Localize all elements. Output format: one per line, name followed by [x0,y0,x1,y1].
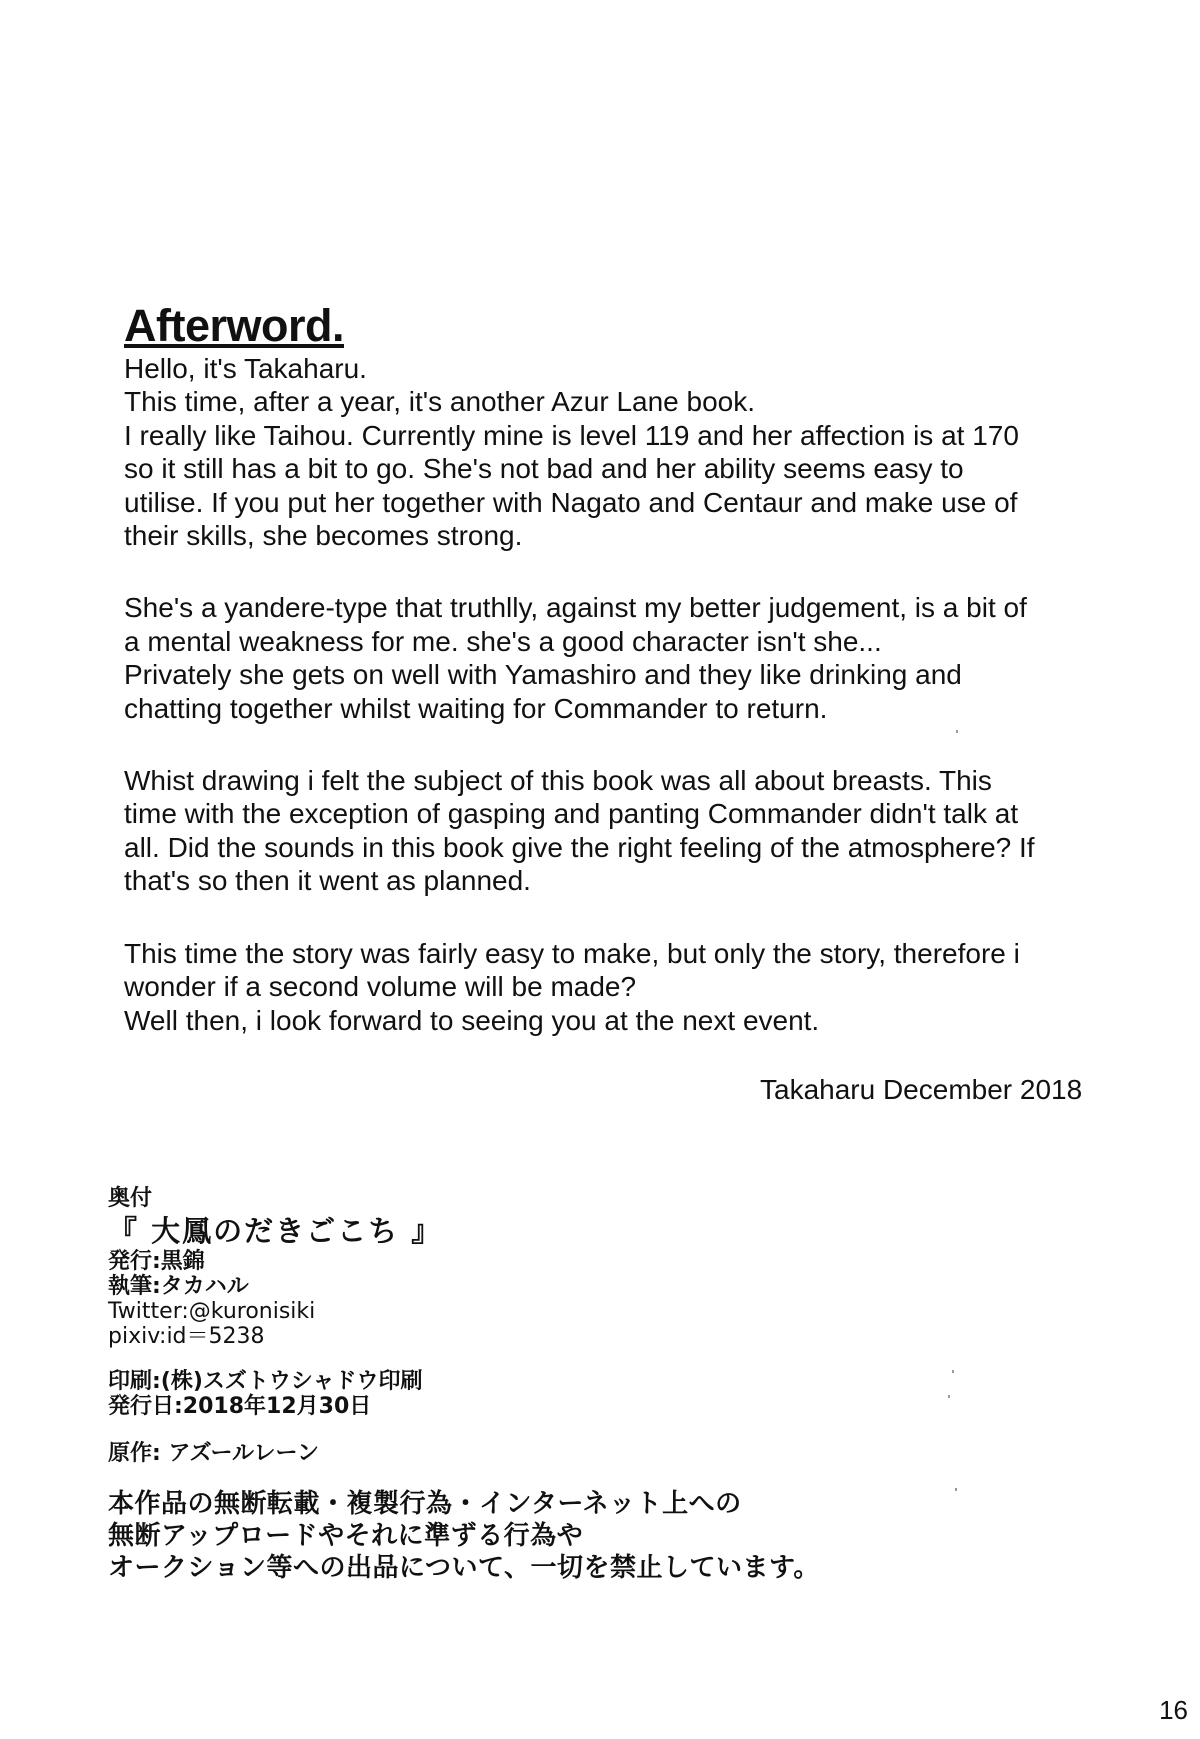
printer: 印刷:(株)スズトウシャドウ印刷 [108,1369,423,1394]
afterword-signature: Takaharu December 2018 [760,1074,1083,1105]
scan-speck [955,1488,957,1491]
text-line: a mental weakness for me. she's a good character isn't she... [124,625,882,657]
afterword-paragraph-3 [124,764,1104,898]
copyright-notice [108,1488,820,1584]
pixiv-id: pixiv:id＝5238 [108,1324,265,1349]
author: 執筆:タカハル [108,1274,249,1299]
text-line: so it still has a bit to go. She's not bad and her ability seems easy to [124,453,964,485]
book-title: 『 大鳳のだきごこち 』 [108,1214,443,1248]
afterword-paragraph-4 [124,937,1104,1037]
text-line: their skills, she becomes strong. [124,520,523,552]
text-line: This time, after a year, it's another Azur Lane book. [124,386,756,418]
text-line: Well then, i look forward to seeing you at the next event. [124,1004,820,1036]
scan-speck [952,1370,954,1373]
text-line: This time the story was fairly easy to make, but only the story, therefore i [124,937,1020,969]
print-info [108,1369,820,1419]
publisher: 発行:黒錦 [108,1249,205,1274]
page-number: 16 [1159,1695,1188,1725]
text-line: I really like Taihou. Currently mine is level 119 and her affection is at 170 [124,419,1019,451]
twitter-handle: Twitter:@kuronisiki [108,1299,316,1324]
text-line: Whist drawing i felt the subject of this book was all about breasts. This [124,765,992,797]
original-work [108,1441,820,1466]
text-line: all. Did the sounds in this book give the right feeling of the atmosphere? If [124,831,1035,863]
original-title: 原作: アズールレーン [108,1441,320,1466]
colophon-section [108,1186,820,1584]
notice-line: 本作品の無断転載・複製行為・インターネット上への [108,1489,742,1519]
text-line: wonder if a second volume will be made? [124,971,637,1003]
text-line: Hello, it's Takaharu. [124,353,367,384]
notice-line: オークション等への出品について、一切を禁止しています。 [108,1553,820,1583]
text-line: time with the exception of gasping and panting Commander didn't talk at [124,798,1019,830]
afterword-section [124,300,1104,1037]
text-line: Privately she gets on well with Yamashiro and they like drinking and [124,659,962,691]
text-line: that's so then it went as planned. [124,865,531,897]
notice-line: 無断アップロードやそれに準ずる行為や [108,1521,584,1551]
scan-speck [948,1395,950,1398]
text-line: chatting together whilst waiting for Commander to return. [124,692,828,724]
afterword-paragraph-2 [124,591,1104,725]
scan-speck [956,730,958,733]
afterword-paragraph-1 [124,352,1104,552]
colophon-heading: 奥付 [108,1186,153,1211]
text-line: She's a yandere-type that truthlly, against my better judgement, is a bit of [124,592,1027,624]
afterword-title: Afterword. [124,300,344,351]
publish-date: 発行日:2018年12月30日 [108,1394,372,1419]
text-line: utilise. If you put her together with Nagato and Centaur and make use of [124,486,1018,518]
